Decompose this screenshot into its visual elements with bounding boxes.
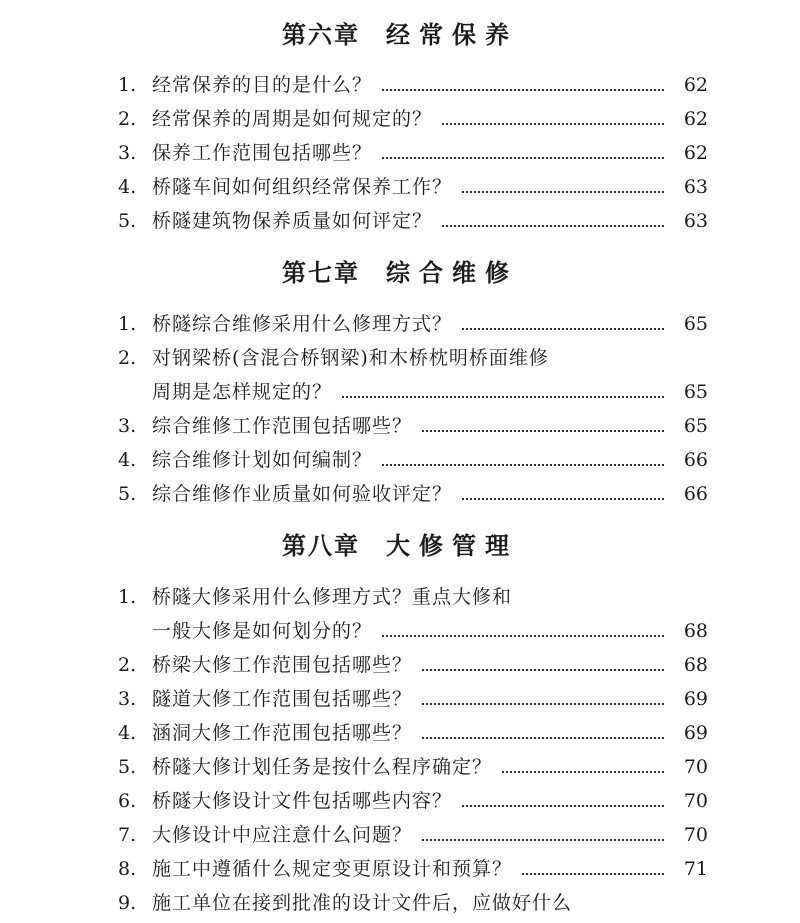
- entry-index: 6.: [118, 790, 137, 812]
- entry-index: 2.: [118, 654, 137, 676]
- toc-entry[interactable]: [118, 206, 708, 236]
- toc-entry[interactable]: [118, 684, 708, 714]
- entry-title: 桥梁大修工作范围包括哪些？: [152, 654, 413, 676]
- leader-dots: [422, 737, 664, 739]
- entry-page-number: 62: [683, 108, 708, 130]
- entry-index: 4.: [118, 176, 137, 198]
- leader-dots: [422, 839, 664, 841]
- toc-entry[interactable]: [118, 582, 708, 612]
- entry-index: 1.: [118, 74, 137, 96]
- entry-index: 2.: [118, 108, 137, 130]
- entry-page-number: 69: [683, 688, 708, 710]
- entry-title: 综合维修作业质量如何验收评定？: [152, 483, 453, 505]
- leader-dots: [522, 873, 664, 875]
- chapter-number: 第六章: [282, 21, 360, 49]
- toc-entry[interactable]: [118, 786, 708, 816]
- toc-entry[interactable]: [118, 343, 708, 373]
- entry-title: 经常保养的周期是如何规定的？: [152, 108, 433, 130]
- toc-entry[interactable]: [118, 309, 708, 339]
- leader-dots: [382, 157, 664, 159]
- entry-index: 1.: [118, 586, 137, 608]
- entry-page-number: 70: [683, 756, 708, 778]
- chapter-number: 第八章: [282, 532, 360, 560]
- chapter-name: 综合维修: [386, 259, 518, 287]
- entry-title: 桥隧大修采用什么修理方式？重点大修和: [152, 586, 513, 608]
- entry-page-number: 68: [683, 620, 708, 642]
- chapter-name: 经常保养: [386, 21, 518, 49]
- toc-entry[interactable]: [118, 172, 708, 202]
- entry-title-continued: 周期是怎样规定的？: [152, 381, 333, 403]
- leader-dots: [462, 328, 664, 330]
- entry-index: 9.: [118, 892, 137, 914]
- chapter-name: 大修管理: [386, 532, 518, 560]
- chapter-7-title: [0, 258, 800, 288]
- toc-entry[interactable]: [118, 820, 708, 850]
- entry-title: 对钢梁桥(含混合桥钢梁)和木桥枕明桥面维修: [152, 347, 549, 369]
- entry-page-number: 66: [683, 483, 708, 505]
- entry-page-number: 71: [683, 858, 708, 880]
- leader-dots: [382, 89, 664, 91]
- toc-entry[interactable]: [118, 479, 708, 509]
- entry-page-number: 65: [683, 313, 708, 335]
- entry-index: 5.: [118, 483, 137, 505]
- entry-page-number: 70: [683, 824, 708, 846]
- leader-dots: [422, 703, 664, 705]
- toc-entry[interactable]: [118, 752, 708, 782]
- entry-title: 综合维修计划如何编制？: [152, 449, 373, 471]
- leader-dots: [422, 669, 664, 671]
- toc-entry[interactable]: [118, 650, 708, 680]
- entry-index: 3.: [118, 688, 137, 710]
- entry-title: 综合维修工作范围包括哪些？: [152, 415, 413, 437]
- entry-page-number: 63: [683, 210, 708, 232]
- entry-title: 桥隧大修设计文件包括哪些内容？: [152, 790, 453, 812]
- entry-title: 施工单位在接到批准的设计文件后，应做好什么: [152, 892, 573, 914]
- entry-page-number: 70: [683, 790, 708, 812]
- toc-entry-continuation[interactable]: [118, 377, 708, 407]
- chapter-6-title: [0, 20, 800, 50]
- entry-index: 1.: [118, 313, 137, 335]
- entry-index: 3.: [118, 142, 137, 164]
- leader-dots: [442, 225, 664, 227]
- toc-entry[interactable]: [118, 70, 708, 100]
- entry-page-number: 69: [683, 722, 708, 744]
- entry-title: 桥隧车间如何组织经常保养工作？: [152, 176, 453, 198]
- entry-index: 7.: [118, 824, 137, 846]
- toc-entry[interactable]: [118, 411, 708, 441]
- toc-entry[interactable]: [118, 888, 708, 918]
- toc-entry-continuation[interactable]: [118, 616, 708, 646]
- chapter-8-title: [0, 531, 800, 561]
- entry-title: 桥隧综合维修采用什么修理方式？: [152, 313, 453, 335]
- leader-dots: [382, 635, 664, 637]
- entry-index: 5.: [118, 210, 137, 232]
- entry-page-number: 63: [683, 176, 708, 198]
- leader-dots: [462, 805, 664, 807]
- leader-dots: [442, 123, 664, 125]
- entry-page-number: 65: [683, 415, 708, 437]
- entry-page-number: 68: [683, 654, 708, 676]
- entry-index: 3.: [118, 415, 137, 437]
- entry-title-continued: 一般大修是如何划分的？: [152, 620, 373, 642]
- entry-page-number: 65: [683, 381, 708, 403]
- leader-dots: [462, 191, 664, 193]
- entry-index: 5.: [118, 756, 137, 778]
- toc-entry[interactable]: [118, 854, 708, 884]
- entry-title: 施工中遵循什么规定变更原设计和预算？: [152, 858, 513, 880]
- entry-index: 4.: [118, 722, 137, 744]
- entry-title: 经常保养的目的是什么？: [152, 74, 373, 96]
- toc-entry[interactable]: [118, 445, 708, 475]
- toc-entry[interactable]: [118, 104, 708, 134]
- entry-page-number: 62: [683, 74, 708, 96]
- entry-page-number: 66: [683, 449, 708, 471]
- leader-dots: [502, 771, 664, 773]
- entry-index: 2.: [118, 347, 137, 369]
- entry-page-number: 62: [683, 142, 708, 164]
- toc-entry[interactable]: [118, 718, 708, 748]
- toc-entry[interactable]: [118, 138, 708, 168]
- entry-title: 隧道大修工作范围包括哪些？: [152, 688, 413, 710]
- entry-title: 涵洞大修工作范围包括哪些？: [152, 722, 413, 744]
- entry-index: 8.: [118, 858, 137, 880]
- leader-dots: [342, 396, 664, 398]
- entry-title: 保养工作范围包括哪些？: [152, 142, 373, 164]
- leader-dots: [462, 498, 664, 500]
- entry-title: 桥隧大修计划任务是按什么程序确定？: [152, 756, 493, 778]
- entry-title: 大修设计中应注意什么问题？: [152, 824, 413, 846]
- leader-dots: [382, 464, 664, 466]
- entry-title: 桥隧建筑物保养质量如何评定？: [152, 210, 433, 232]
- leader-dots: [422, 430, 664, 432]
- entry-index: 4.: [118, 449, 137, 471]
- chapter-number: 第七章: [282, 259, 360, 287]
